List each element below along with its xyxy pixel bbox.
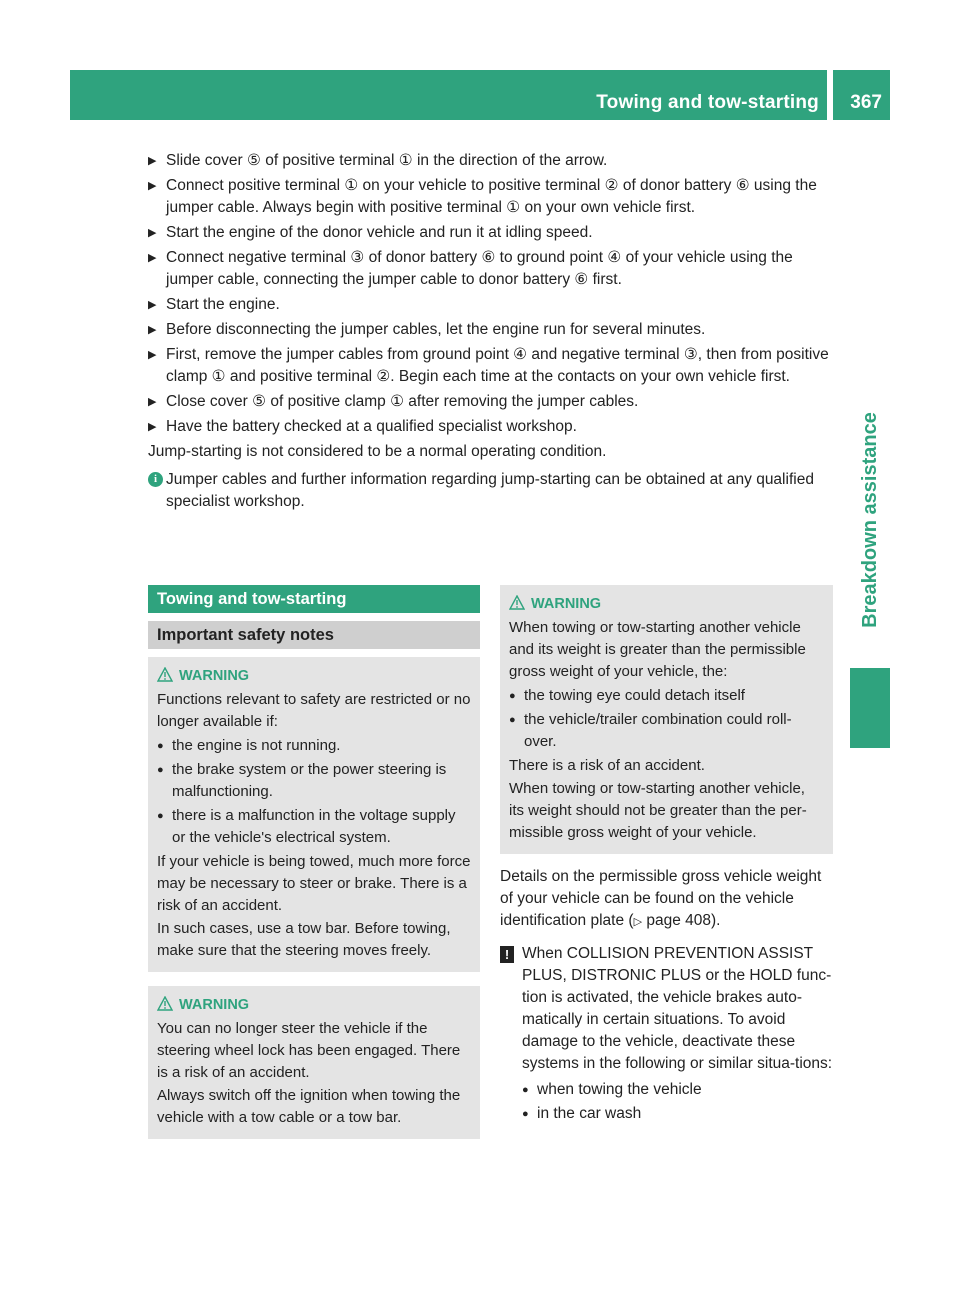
warning-text: If your vehicle is being towed, much more force may be necessary to steer or brake. There is a risk of an accident. — [157, 853, 471, 914]
bullet-item: ● the engine is not running. — [157, 735, 471, 757]
warning-box-3 — [500, 585, 833, 854]
arrow-right-icon: ▶ — [148, 421, 157, 433]
section-title: Towing and tow-starting — [148, 585, 480, 613]
bullet-item: ● when towing the vehicle — [522, 1079, 833, 1101]
notice-text: When COLLISION PREVENTION ASSIST PLUS, DISTRONIC PLUS or the HOLD func-tion is activated, the vehicle brakes auto-matically in certain situations. To avoid damage to the vehicle, deactivate these systems in the following or similar situa-tions: — [522, 945, 833, 1072]
warning-heading: WARNING — [157, 994, 471, 1016]
exclamation-icon: ! — [500, 946, 514, 963]
left-column — [148, 585, 480, 1139]
step-item: ▶ Slide cover ⑤ of positive terminal ① in the direction of the arrow. — [148, 150, 838, 172]
bullet-item: ● the brake system or the power steering is malfunctioning. — [157, 761, 447, 800]
instruction-steps — [148, 150, 838, 513]
bullet-icon: ● — [509, 690, 516, 702]
warning-text: When towing or tow-starting another vehicle, its weight should not be greater than the per-missible gross weight of your vehicle. — [509, 780, 807, 841]
notice-block — [500, 943, 833, 1125]
bullet-item: ● there is a malfunction in the voltage supply or the vehicle's electrical system. — [157, 807, 456, 846]
arrow-right-icon: ▶ — [148, 396, 157, 408]
subsection-title: Important safety notes — [148, 621, 480, 649]
arrow-right-icon: ▶ — [148, 155, 157, 167]
warning-triangle-icon — [157, 996, 173, 1011]
bullet-icon: ● — [157, 764, 164, 776]
step-item: ▶ Close cover ⑤ of positive clamp ① after removing the jumper cables. — [148, 391, 838, 413]
arrow-right-icon: ▶ — [148, 299, 157, 311]
warning-triangle-icon — [509, 595, 525, 610]
warning-text: There is a risk of an accident. — [509, 757, 705, 774]
warning-text: You can no longer steer the vehicle if the steering wheel lock has been engaged. There is a risk of an accident. — [157, 1020, 461, 1081]
warning-text: Functions relevant to safety are restricted or no longer available if: — [157, 691, 471, 730]
warning-heading: WARNING — [509, 593, 824, 615]
step-item: ▶ Start the engine. — [148, 294, 838, 316]
step-item: ▶ Connect negative terminal ③ of donor battery ⑥ to ground point ④ of your vehicle using the jumper cable, connecting the jumper cable to donor battery ⑥ first. — [148, 249, 793, 288]
info-note: i Jumper cables and further information regarding jump-starting can be obtained at any qualified specialist workshop. — [148, 469, 838, 513]
bullet-icon: ● — [157, 740, 164, 752]
arrow-right-icon: ▶ — [148, 227, 157, 239]
bullet-icon: ● — [522, 1084, 529, 1096]
warning-box-2 — [148, 986, 480, 1139]
info-icon: i — [148, 472, 163, 487]
arrow-right-icon: ▶ — [148, 180, 157, 192]
header-bar — [70, 70, 827, 120]
step-item: ▶ Before disconnecting the jumper cables, let the engine run for several minutes. — [148, 319, 838, 341]
step-item: ▶ Have the battery checked at a qualified specialist workshop. — [148, 416, 838, 438]
side-tab-label: Breakdown assistance — [859, 412, 881, 628]
warning-text: In such cases, use a tow bar. Before towing, make sure that the steering moves freely. — [157, 920, 451, 959]
bullet-item: ● the towing eye could detach itself — [509, 685, 824, 707]
details-paragraph: Details on the permissible gross vehicle weight of your vehicle can be found on the vehicle identification plate (▷ page 408). — [500, 868, 822, 929]
warning-heading: WARNING — [157, 665, 471, 687]
arrow-right-icon: ▶ — [148, 324, 157, 336]
step-item: ▶ Start the engine of the donor vehicle and run it at idling speed. — [148, 222, 838, 244]
bullet-icon: ● — [522, 1108, 529, 1120]
bullet-item: ● in the car wash — [522, 1103, 833, 1125]
arrow-right-icon: ▶ — [148, 252, 157, 264]
right-column — [500, 585, 833, 1127]
warning-text: When towing or tow-starting another vehicle and its weight is greater than the permissible gross weight of your vehicle, the: — [509, 619, 806, 680]
side-tab-marker — [850, 668, 890, 748]
bullet-icon: ● — [509, 714, 516, 726]
side-tab — [850, 380, 890, 660]
bullet-item: ● the vehicle/trailer combination could roll-over. — [509, 711, 792, 750]
step-item: ▶ Connect positive terminal ① on your vehicle to positive terminal ② of donor battery ⑥ using the jumper cable. Always begin with positive terminal ① on your own vehicle first. — [148, 177, 817, 216]
arrow-right-icon: ▶ — [148, 349, 157, 361]
jump-start-note: Jump-starting is not considered to be a normal operating condition. — [148, 443, 607, 460]
warning-box-1 — [148, 657, 480, 972]
page-reference-link[interactable]: page 408). — [642, 912, 721, 929]
warning-triangle-icon — [157, 667, 173, 682]
step-item: ▶ First, remove the jumper cables from ground point ④ and negative terminal ③, then from positive clamp ① and positive terminal ②. Begin each time at the contacts on your own vehicle first. — [148, 346, 829, 385]
page-number-box — [833, 70, 890, 120]
page-reference-arrow-icon: ▷ — [633, 916, 643, 928]
bullet-icon: ● — [157, 810, 164, 822]
page-header-title: Towing and tow-starting — [596, 92, 819, 113]
warning-text: Always switch off the ignition when towing the vehicle with a tow cable or a tow bar. — [157, 1087, 461, 1126]
page-number: 367 — [850, 92, 882, 113]
